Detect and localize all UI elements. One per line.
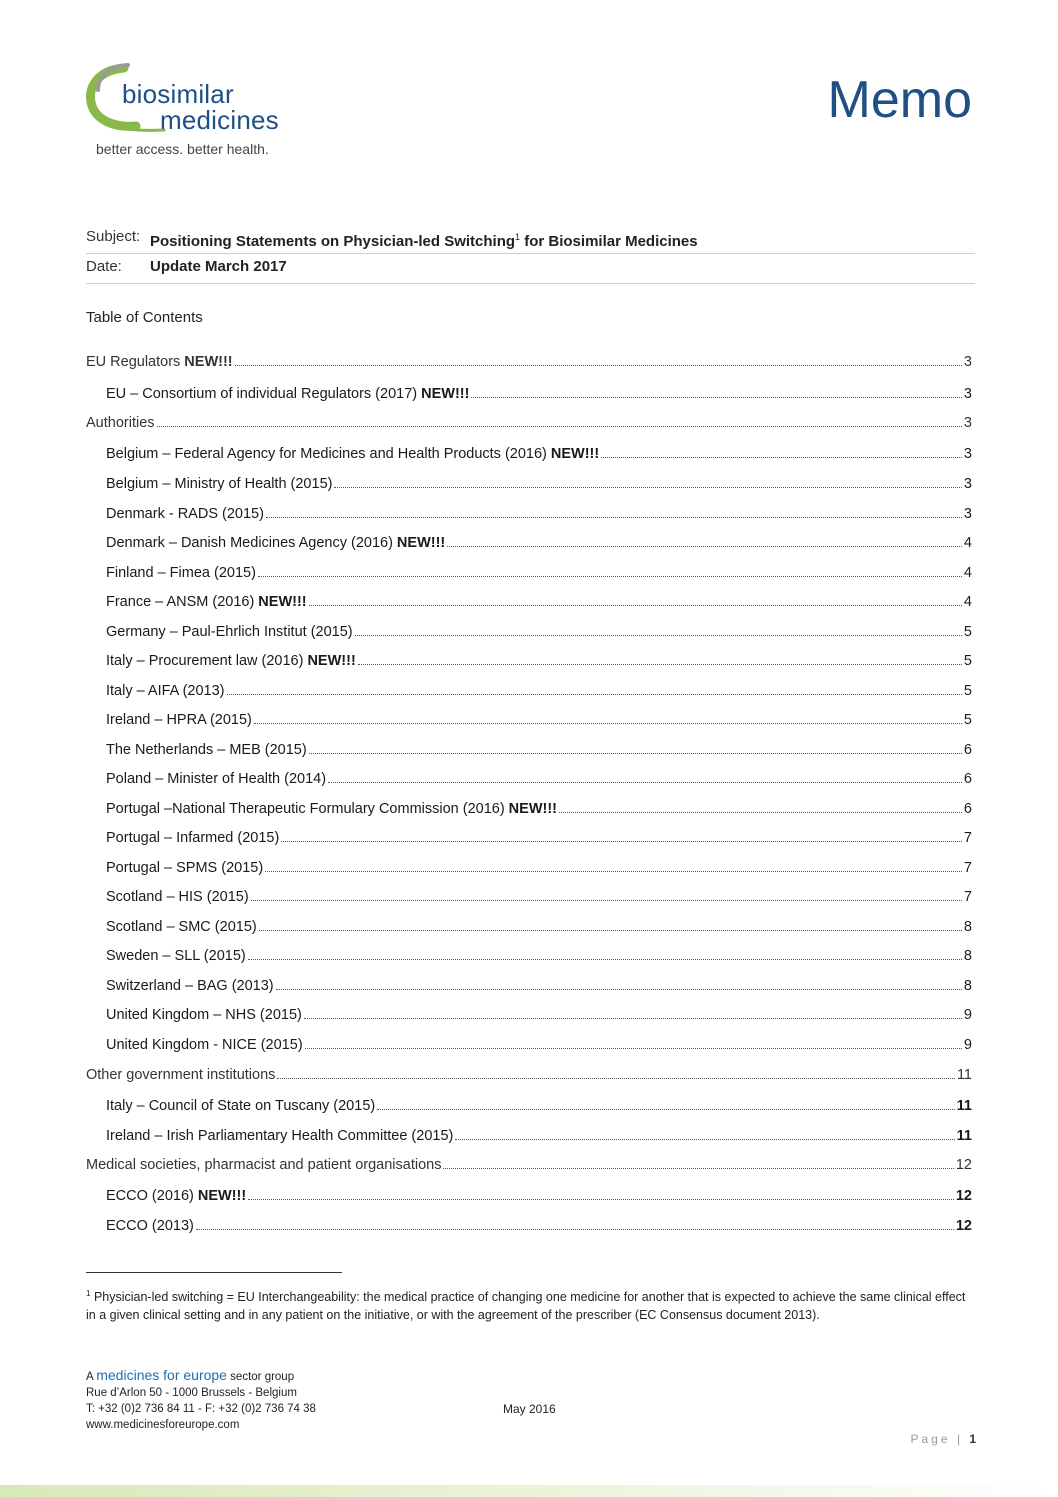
toc-page-number: 5	[963, 683, 972, 699]
toc-leader-dots	[601, 457, 962, 458]
toc-entry[interactable]	[106, 769, 972, 789]
toc-entry-title: Ireland – Irish Parliamentary Health Committee (2015)	[106, 1128, 454, 1144]
toc-entry-title: Sweden – SLL (2015)	[106, 948, 246, 964]
toc-entry[interactable]	[106, 946, 972, 966]
date-row	[86, 253, 975, 284]
toc-entry-title: EU – Consortium of individual Regulators (2017)	[106, 386, 418, 402]
toc-entry[interactable]	[106, 858, 972, 878]
toc-entry-title: Scotland – SMC (2015)	[106, 919, 257, 935]
toc-entry-title: Italy – Council of State on Tuscany (2015)	[106, 1098, 376, 1114]
toc-entry-title: Italy – AIFA (2013)	[106, 683, 225, 699]
toc-page-number: 4	[963, 594, 972, 610]
toc-page-number: 3	[963, 354, 972, 370]
toc-entry-title: Germany – Paul-Ehrlich Institut (2015)	[106, 624, 353, 640]
toc-page-number: 8	[963, 919, 972, 935]
toc-page-number: 7	[963, 889, 972, 905]
toc-page-number: 8	[963, 978, 972, 994]
toc-entry[interactable]	[106, 592, 972, 612]
toc-leader-dots	[304, 1018, 962, 1019]
toc-entry[interactable]	[86, 1155, 972, 1175]
date-value: Update March 2017	[150, 258, 287, 275]
toc-entry[interactable]	[86, 413, 972, 433]
toc-entry[interactable]	[106, 622, 972, 642]
toc-entry[interactable]	[106, 917, 972, 937]
toc-leader-dots	[276, 989, 962, 990]
logo	[84, 62, 314, 162]
toc-entry-title: Italy – Procurement law (2016)	[106, 653, 304, 669]
date-label: Date:	[86, 258, 122, 275]
toc-page-number: 3	[963, 415, 972, 431]
toc-page-number: 7	[963, 830, 972, 846]
footer-web-link[interactable]: www.medicinesforeurope.com	[86, 1419, 240, 1431]
toc-leader-dots	[265, 871, 962, 872]
toc-entry-title: Portugal – Infarmed (2015)	[106, 830, 280, 846]
subject-row	[86, 223, 975, 254]
footer-address-block: A medicines for europe sector group Rue d’Arlon 50 - 1000 Brussels - Belgium T: +32 (0)2 736 84 11 - F: +32 (0)2 736 74 38 www.medicinesforeurope.com	[86, 1367, 316, 1431]
toc-page-number: 6	[963, 742, 972, 758]
footnote-ref[interactable]: 1	[515, 232, 521, 242]
toc-entry[interactable]	[106, 444, 972, 464]
toc-entry-title: Denmark – Danish Medicines Agency (2016)	[106, 535, 393, 551]
toc-leader-dots	[254, 723, 962, 724]
toc-entry[interactable]	[106, 799, 972, 819]
toc-entry[interactable]	[106, 1096, 972, 1116]
toc-page-number: 6	[963, 801, 972, 817]
toc-leader-dots	[328, 782, 962, 783]
toc-entry[interactable]	[106, 740, 972, 760]
toc-page-number: 3	[963, 386, 972, 402]
logo-line-2: medicines	[160, 105, 279, 135]
toc-entry-title: Other government institutions	[86, 1067, 276, 1083]
toc-entry-title: Finland – Fimea (2015)	[106, 565, 256, 581]
new-badge: NEW!!!	[258, 594, 307, 610]
memo-title: Memo	[827, 71, 972, 129]
toc-entry-title: Portugal –National Therapeutic Formulary Commission (2016)	[106, 801, 505, 817]
toc-leader-dots	[251, 900, 962, 901]
toc-entry-title: Scotland – HIS (2015)	[106, 889, 249, 905]
toc-entry-title: Ireland – HPRA (2015)	[106, 712, 252, 728]
toc-entry[interactable]	[106, 976, 972, 996]
toc-entry-title: ECCO (2013)	[106, 1218, 194, 1234]
toc-leader-dots	[559, 812, 962, 813]
footer-date: May 2016	[503, 1402, 556, 1416]
toc-entry[interactable]	[106, 533, 972, 553]
toc-entry-title: ECCO (2016)	[106, 1188, 194, 1204]
subject-value: Positioning Statements on Physician-led Switching$^1$ for Biosimilar Medicines	[150, 232, 698, 250]
toc-entry-title: Medical societies, pharmacist and patient organisations	[86, 1157, 442, 1173]
toc-entry-title: The Netherlands – MEB (2015)	[106, 742, 307, 758]
toc-entry[interactable]	[86, 352, 972, 372]
logo-tagline: better access. better health.	[96, 141, 269, 157]
toc-leader-dots	[309, 605, 962, 606]
toc-leader-dots	[277, 1078, 955, 1079]
footer-brand: medicines for europe	[96, 1367, 227, 1383]
new-badge: NEW!!!	[184, 354, 233, 370]
toc-page-number: 4	[963, 565, 972, 581]
toc-entry[interactable]	[106, 1126, 972, 1146]
toc-entry-title: Switzerland – BAG (2013)	[106, 978, 274, 994]
toc-page-number: 12	[955, 1188, 972, 1204]
toc-entry[interactable]	[106, 563, 972, 583]
new-badge: NEW!!!	[396, 535, 446, 551]
page-number: Page | 1	[910, 1432, 976, 1446]
toc-leader-dots	[355, 635, 962, 636]
toc-entry-title: Belgium – Ministry of Health (2015)	[106, 476, 333, 492]
toc-leader-dots	[377, 1109, 954, 1110]
toc-leader-dots	[235, 365, 962, 366]
new-badge: NEW!!!	[421, 386, 470, 402]
toc-page-number: 5	[963, 624, 972, 640]
footnote: $^1$ Physician-led switching = EU Interchangeability: the medical practice of changing one medicine for another that is expected to achieve the same clinical effect in a given clinical setting and in any patient on the initiative, or with the agreement of the prescriber (EC Consensus document 2013).	[86, 1289, 966, 1323]
footer-phone: T: +32 (0)2 736 84 11 - F: +32 (0)2 736 74 38	[86, 1403, 316, 1415]
toc-leader-dots	[227, 694, 962, 695]
toc-entry[interactable]	[106, 1035, 972, 1055]
toc-entry[interactable]	[106, 1005, 972, 1025]
toc-page-number: 7	[963, 860, 972, 876]
toc-entry[interactable]	[106, 1186, 972, 1206]
footnote-divider	[86, 1272, 342, 1273]
toc-page-number: 5	[963, 653, 972, 669]
toc-page-number: 5	[963, 712, 972, 728]
toc-leader-dots	[305, 1048, 962, 1049]
toc-leader-dots	[309, 753, 962, 754]
toc-leader-dots	[358, 664, 962, 665]
toc-entry-title: Belgium – Federal Agency for Medicines and Health Products (2016)	[106, 446, 547, 462]
toc-entry-title: United Kingdom - NICE (2015)	[106, 1037, 303, 1053]
toc-page-number: 9	[963, 1007, 972, 1023]
footer-address: Rue d’Arlon 50 - 1000 Brussels - Belgium	[86, 1387, 297, 1399]
toc-entry[interactable]	[106, 474, 972, 494]
toc-entry[interactable]	[106, 651, 972, 671]
toc-page-number: 3	[963, 476, 972, 492]
toc-entry[interactable]	[106, 504, 972, 524]
toc-entry[interactable]	[106, 681, 972, 701]
new-badge: NEW!!!	[550, 446, 600, 462]
toc-page-number: 6	[963, 771, 972, 787]
bottom-decoration	[0, 1485, 1058, 1497]
toc-page-number: 12	[955, 1218, 972, 1234]
toc-heading: Table of Contents	[86, 309, 203, 326]
toc-page-number: 8	[963, 948, 972, 964]
toc-entry[interactable]	[106, 710, 972, 730]
toc-entry-title: EU Regulators	[86, 354, 181, 370]
toc-entry-title: Poland – Minister of Health (2014)	[106, 771, 327, 787]
toc-page-number: 3	[963, 506, 972, 522]
toc-leader-dots	[157, 426, 962, 427]
new-badge: NEW!!!	[307, 653, 356, 669]
toc-page-number: 11	[956, 1098, 972, 1114]
toc-entry[interactable]	[106, 384, 972, 404]
toc-entry-title: Portugal – SPMS (2015)	[106, 860, 264, 876]
toc-leader-dots	[258, 576, 962, 577]
toc-entry[interactable]	[106, 828, 972, 848]
toc-page-number: 9	[963, 1037, 972, 1053]
toc-leader-dots	[447, 546, 962, 547]
toc-entry-title: United Kingdom – NHS (2015)	[106, 1007, 302, 1023]
toc-page-number: 11	[956, 1128, 972, 1144]
toc-leader-dots	[248, 959, 962, 960]
toc-leader-dots	[281, 841, 962, 842]
toc-page-number: 4	[963, 535, 972, 551]
toc-leader-dots	[248, 1199, 954, 1200]
toc-page-number: 11	[956, 1067, 972, 1083]
toc-entry[interactable]	[106, 1216, 972, 1236]
new-badge: NEW!!!	[197, 1188, 247, 1204]
toc-page-number: 12	[955, 1157, 972, 1173]
subject-label: Subject:	[86, 228, 141, 245]
toc-leader-dots	[455, 1139, 954, 1140]
toc-entry-title: Authorities	[86, 415, 155, 431]
logo-line-1: biosimilar	[122, 79, 234, 109]
toc-leader-dots	[196, 1229, 954, 1230]
toc-page-number: 3	[963, 446, 972, 462]
new-badge: NEW!!!	[508, 801, 557, 817]
toc-leader-dots	[334, 487, 961, 488]
toc-entry-title: France – ANSM (2016)	[106, 594, 255, 610]
toc-entry[interactable]	[106, 887, 972, 907]
toc-leader-dots	[266, 517, 962, 518]
toc-leader-dots	[471, 397, 961, 398]
toc-entry[interactable]	[86, 1065, 972, 1085]
toc-leader-dots	[443, 1168, 953, 1169]
toc-leader-dots	[259, 930, 962, 931]
toc-entry-title: Denmark - RADS (2015)	[106, 506, 264, 522]
